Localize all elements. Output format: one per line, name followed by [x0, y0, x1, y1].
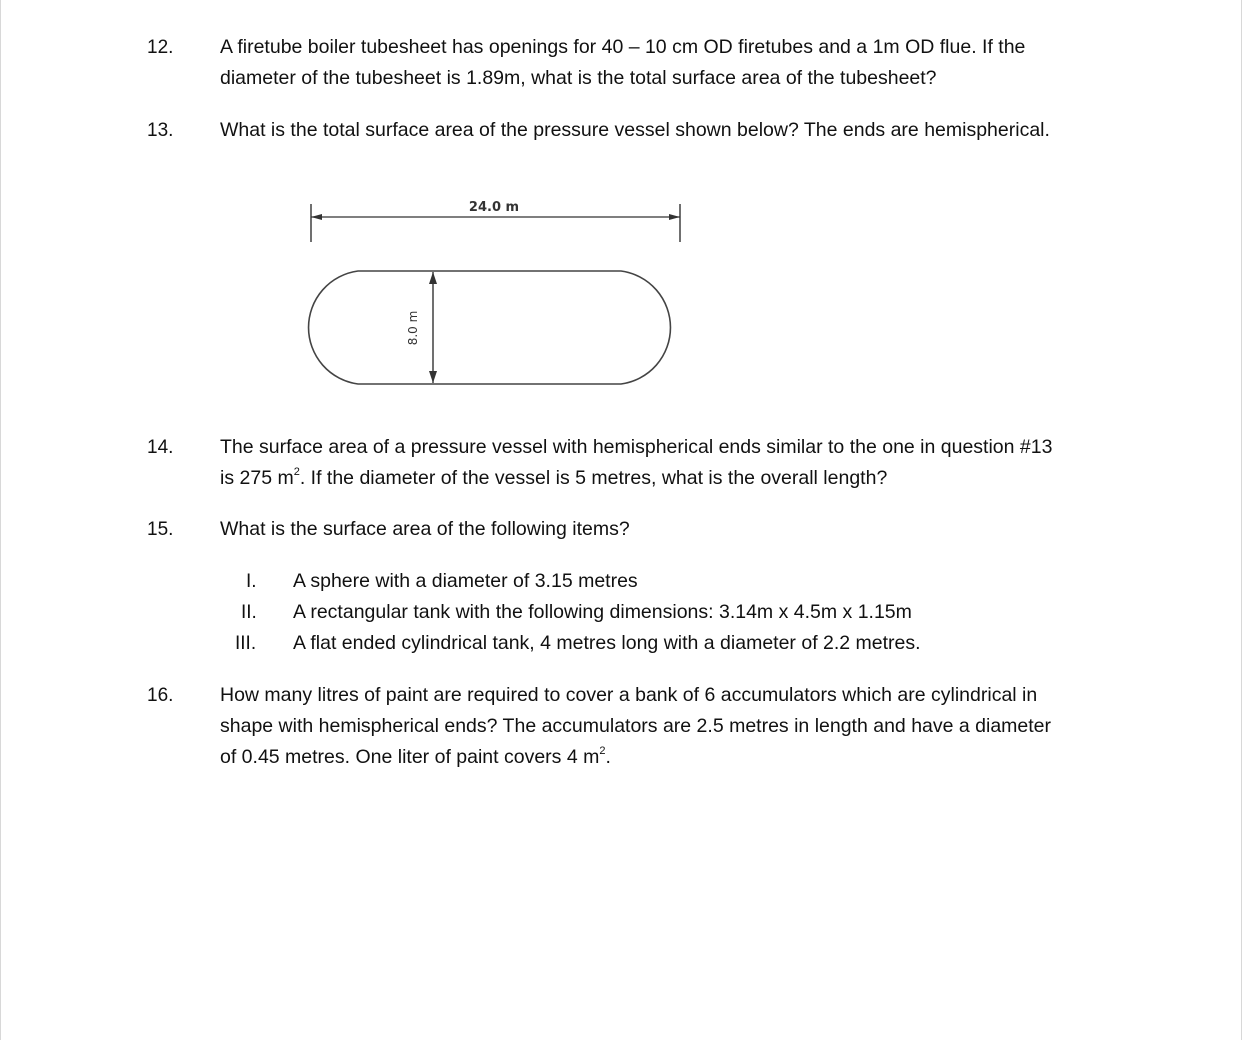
question-13-line-1: What is the total surface area of the pressure vessel shown below? The ends are hemispherical.: [220, 119, 1050, 141]
question-16-line-3-end: .: [605, 746, 611, 768]
diameter-label: 8.0 m: [406, 310, 420, 346]
question-14-line-1: The surface area of a pressure vessel with hemispherical ends similar to the one in question #13: [220, 436, 1053, 458]
question-12-number: 12.: [147, 37, 174, 58]
question-14-line-2: [220, 463, 1120, 494]
question-16-line-3: [220, 742, 1120, 773]
question-13-number: 13.: [147, 120, 174, 141]
sub-item-numeral: II.: [241, 602, 257, 623]
question-16-line-1: How many litres of paint are required to cover a bank of 6 accumulators which are cylindrical in: [220, 684, 1038, 706]
question-15-number: 15.: [147, 519, 174, 540]
question-14-number: 14.: [147, 437, 174, 458]
question-14-text: [220, 432, 1120, 494]
question-15-line-1: What is the surface area of the following items?: [220, 518, 630, 540]
length-label: 24.0 m: [468, 200, 520, 215]
vessel-outline: [309, 271, 671, 384]
question-14-line-2-end: . If the diameter of the vessel is 5 metres, what is the overall length?: [299, 467, 888, 489]
sub-item-numeral: I.: [246, 571, 257, 592]
question-16-superscript: 2: [599, 745, 606, 757]
question-14-line-2-start: is 275 m: [220, 467, 294, 489]
question-16-number: 16.: [147, 685, 174, 706]
sub-item-text: A sphere with a diameter of 3.15 metres: [293, 570, 638, 592]
question-16-text: [220, 680, 1120, 773]
sub-item-text: A rectangular tank with the following dimensions: 3.14m x 4.5m x 1.15m: [293, 601, 912, 623]
question-13-text: [220, 115, 1120, 146]
question-12-line-1: A firetube boiler tubesheet has openings for 40 – 10 cm OD firetubes and a 1m OD flue. If the: [220, 36, 1026, 58]
question-12-text: [220, 32, 1120, 94]
pressure-vessel-diagram: [291, 190, 701, 400]
question-12-line-2: diameter of the tubesheet is 1.89m, what is the total surface area of the tubesheet?: [220, 67, 937, 89]
question-16-line-2: shape with hemispherical ends? The accumulators are 2.5 metres in length and have a diameter: [220, 715, 1052, 737]
question-14-superscript: 2: [293, 466, 300, 478]
sub-item-text: A flat ended cylindrical tank, 4 metres long with a diameter of 2.2 metres.: [293, 632, 921, 654]
sub-item-numeral: III.: [235, 633, 257, 654]
question-15-text: [220, 514, 1120, 545]
diameter-dimension: [429, 272, 437, 383]
question-16-line-3-start: of 0.45 metres. One liter of paint covers 4 m: [220, 746, 600, 768]
